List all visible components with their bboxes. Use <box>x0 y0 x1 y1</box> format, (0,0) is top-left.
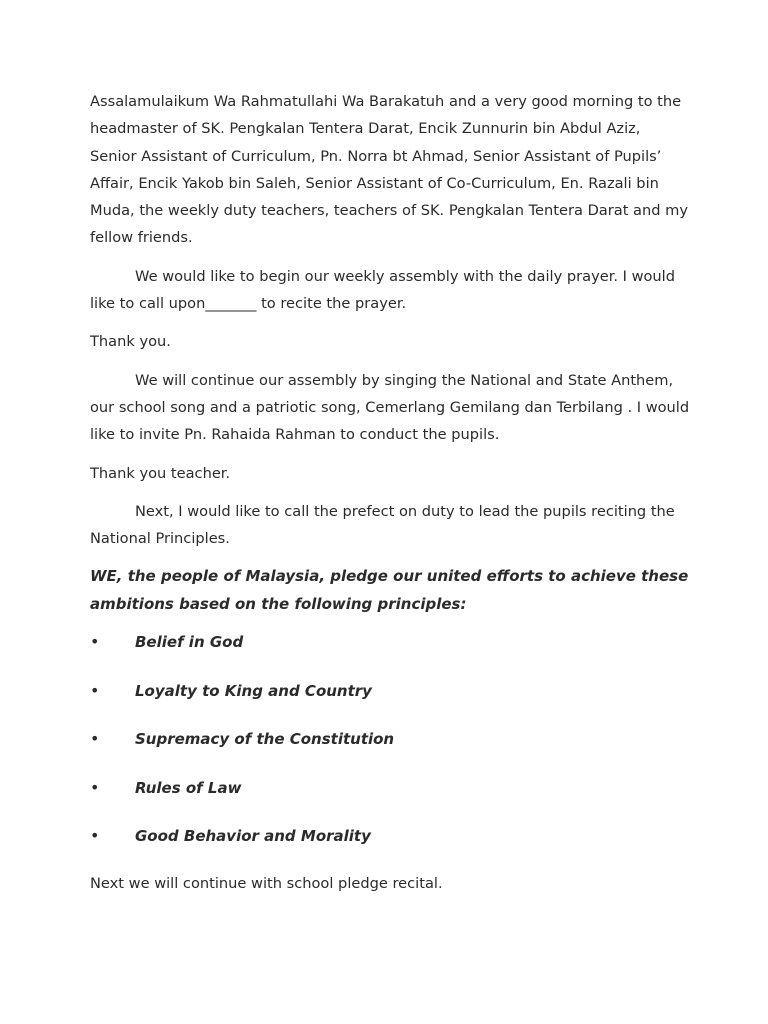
principles-list <box>90 628 690 871</box>
anthem-paragraph: We will continue our assembly by singing the National and State Anthem, our school song and a patriotic song, Cemerlang Gemilang dan Terbilang . I would like to invite Pn. Rahaida Rahman to conduct the pupils. <box>90 371 690 444</box>
closing-line: Next we will continue with school pledge recital. <box>90 874 443 892</box>
list-item <box>90 725 690 774</box>
list-item <box>90 774 690 823</box>
bullet-icon: • <box>90 826 100 846</box>
principle-label: Belief in God <box>135 633 244 652</box>
national-principles-paragraph: Next, I would like to call the prefect on duty to lead the pupils reciting the National Principles. <box>90 502 675 548</box>
prayer-paragraph: We would like to begin our weekly assembly with the daily prayer. I would like to call upon_______ to recite the prayer. <box>90 267 676 313</box>
principle-label: Rules of Law <box>135 778 242 797</box>
bullet-icon: • <box>90 632 100 652</box>
thank-you-line: Thank you. <box>90 333 171 351</box>
list-item <box>90 677 690 726</box>
principle-label: Supremacy of the Constitution <box>135 730 395 749</box>
document-page <box>90 88 690 908</box>
greeting-paragraph: Assalamulaikum Wa Rahmatullahi Wa Barakatuh and a very good morning to the headmaster of SK. Pengkalan Tentera Darat, Encik Zunnurin bin Abdul Aziz, Senior Assistant of Curriculum, Pn. Norra bt Ahmad, Senior Assistant of Pupils’ Affair, Encik Yakob bin Saleh, Senior Assistant of Co-Curriculum, En. Razali bin Muda, the weekly duty teachers, teachers of SK. Pengkalan Tentera Darat and my fellow friends. <box>90 93 689 247</box>
bullet-icon: • <box>90 680 100 700</box>
bullet-icon: • <box>90 729 100 749</box>
list-item <box>90 822 690 871</box>
thank-you-teacher-line: Thank you teacher. <box>90 464 231 482</box>
list-item <box>90 628 690 677</box>
principle-label: Loyalty to King and Country <box>135 681 372 700</box>
bullet-icon: • <box>90 777 100 797</box>
principle-label: Good Behavior and Morality <box>135 827 371 846</box>
pledge-intro: WE, the people of Malaysia, pledge our united efforts to achieve these ambitions based on the following principles: <box>90 567 689 613</box>
